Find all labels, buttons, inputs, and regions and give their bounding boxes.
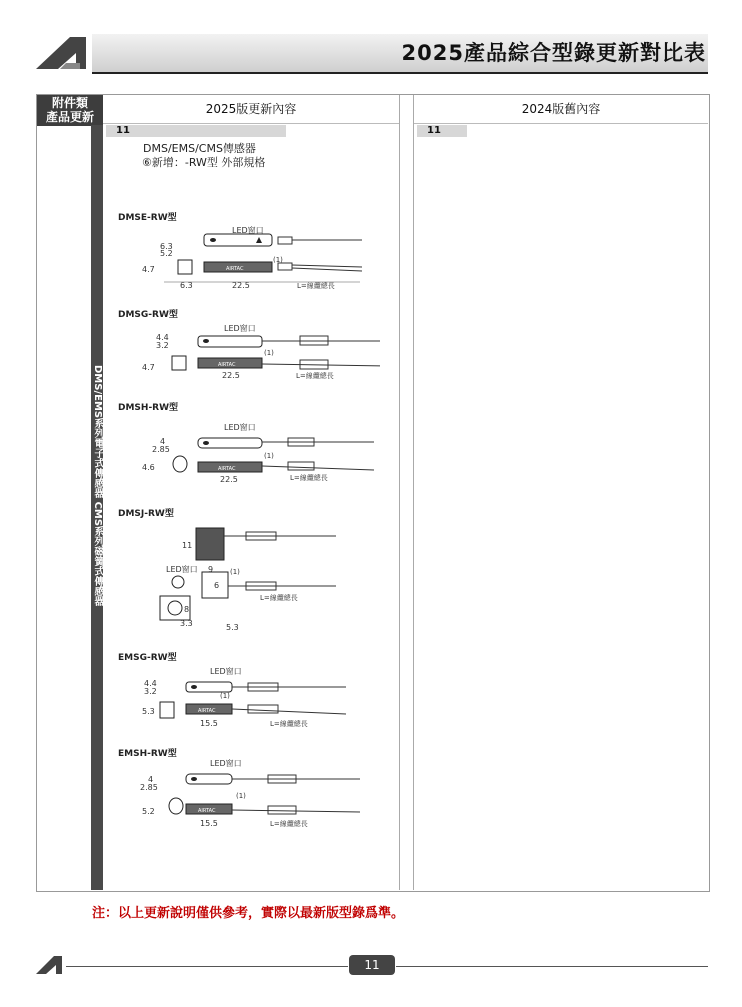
footer-logo-icon — [36, 954, 66, 976]
model-label: DMSG-RW型 — [118, 310, 178, 320]
svg-text:11: 11 — [182, 541, 193, 550]
model-label: DMSH-RW型 — [118, 403, 179, 413]
svg-text:AIRTAC: AIRTAC — [218, 466, 236, 472]
disclaimer-note: 注：以上更新說明僅供參考，實際以最新版型錄爲準。 — [92, 906, 405, 921]
svg-text:5.3: 5.3 — [142, 707, 155, 716]
model-label: DMSE-RW型 — [118, 213, 177, 223]
svg-text:5.3: 5.3 — [226, 623, 239, 632]
svg-text:4: 4 — [160, 437, 166, 446]
svg-text:L=線纜總長: L=線纜總長 — [270, 820, 308, 828]
svg-text:L=線纜總長: L=線纜總長 — [296, 372, 334, 380]
footer-line — [66, 966, 348, 967]
svg-text:(1): (1) — [230, 568, 240, 576]
intro-line2: ⑥新增：-RW型 外部規格 — [142, 156, 266, 169]
svg-text:15.5: 15.5 — [200, 719, 218, 728]
model-label: DMSJ-RW型 — [118, 509, 174, 519]
dmsj-drawing — [140, 520, 380, 632]
svg-text:(1): (1) — [220, 692, 230, 700]
svg-text:22.5: 22.5 — [220, 475, 238, 484]
column-header-old: 2024版舊內容 — [414, 95, 708, 124]
intro-line1: DMS/EMS/CMS傳感器 — [143, 142, 256, 155]
svg-text:3.2: 3.2 — [144, 687, 157, 696]
dmsh-drawing — [140, 418, 380, 486]
svg-text:LED窗口: LED窗口 — [210, 667, 242, 676]
svg-text:6.3: 6.3 — [160, 242, 173, 251]
svg-text:5.2: 5.2 — [160, 249, 173, 258]
svg-text:L=線纜總長: L=線纜總長 — [260, 594, 298, 602]
category-line2: 產品更新 — [45, 110, 94, 124]
svg-text:5.2: 5.2 — [142, 807, 155, 816]
svg-text:4.6: 4.6 — [142, 463, 155, 472]
column-divider — [399, 95, 400, 890]
page-title: 2025產品綜合型錄更新對比表 — [401, 41, 706, 65]
svg-text:4.4: 4.4 — [156, 333, 169, 342]
svg-text:LED窗口: LED窗口 — [232, 226, 264, 235]
svg-text:22.5: 22.5 — [232, 281, 250, 290]
side-label: DMS/EMS系列電子式傳感器 CMS系列磁簧式傳感器 — [92, 365, 103, 607]
svg-text:4: 4 — [148, 775, 154, 784]
model-label: EMSG-RW型 — [118, 653, 177, 663]
svg-text:LED窗口: LED窗口 — [224, 423, 256, 432]
svg-text:LED窗口: LED窗口 — [224, 324, 256, 333]
svg-text:AIRTAC: AIRTAC — [198, 708, 216, 714]
svg-text:22.5: 22.5 — [222, 371, 240, 380]
model-label: EMSH-RW型 — [118, 749, 177, 759]
svg-text:(1): (1) — [236, 792, 246, 800]
dmse-drawing — [140, 222, 380, 294]
emsh-drawing — [140, 756, 380, 832]
svg-text:LED窗口: LED窗口 — [166, 565, 198, 574]
svg-text:AIRTAC: AIRTAC — [218, 362, 236, 368]
page-tag-old: 11 — [417, 125, 467, 137]
svg-text:3.3: 3.3 — [180, 619, 193, 628]
svg-text:6.3: 6.3 — [180, 281, 193, 290]
brand-logo-icon — [36, 33, 96, 73]
column-divider — [413, 95, 414, 890]
svg-text:LED窗口: LED窗口 — [210, 759, 242, 768]
svg-text:9: 9 — [208, 565, 214, 574]
page-tag-new: 11 — [106, 125, 286, 137]
svg-text:L=線纜總長: L=線纜總長 — [290, 474, 328, 482]
svg-text:(1): (1) — [273, 256, 283, 264]
svg-text:8: 8 — [184, 605, 190, 614]
svg-text:L=線纜總長: L=線纜總長 — [297, 282, 335, 290]
dmsg-drawing — [140, 318, 380, 382]
svg-text:4.4: 4.4 — [144, 679, 157, 688]
category-box — [37, 95, 103, 126]
svg-text:AIRTAC: AIRTAC — [198, 808, 216, 814]
svg-text:15.5: 15.5 — [200, 819, 218, 828]
svg-text:2.85: 2.85 — [140, 783, 158, 792]
svg-text:4.7: 4.7 — [142, 265, 155, 274]
svg-text:(1): (1) — [264, 452, 274, 460]
svg-text:6: 6 — [214, 581, 220, 590]
column-header-new: 2025版更新內容 — [103, 95, 399, 124]
svg-text:AIRTAC: AIRTAC — [226, 266, 244, 272]
svg-text:(1): (1) — [264, 349, 274, 357]
emsg-drawing — [140, 662, 380, 732]
page-number: 11 — [349, 955, 395, 975]
svg-text:4.7: 4.7 — [142, 363, 155, 372]
svg-text:3.2: 3.2 — [156, 341, 169, 350]
category-line1: 附件類 — [51, 96, 88, 110]
svg-text:L=線纜總長: L=線纜總長 — [270, 720, 308, 728]
svg-text:2.85: 2.85 — [152, 445, 170, 454]
footer-line — [396, 966, 708, 967]
